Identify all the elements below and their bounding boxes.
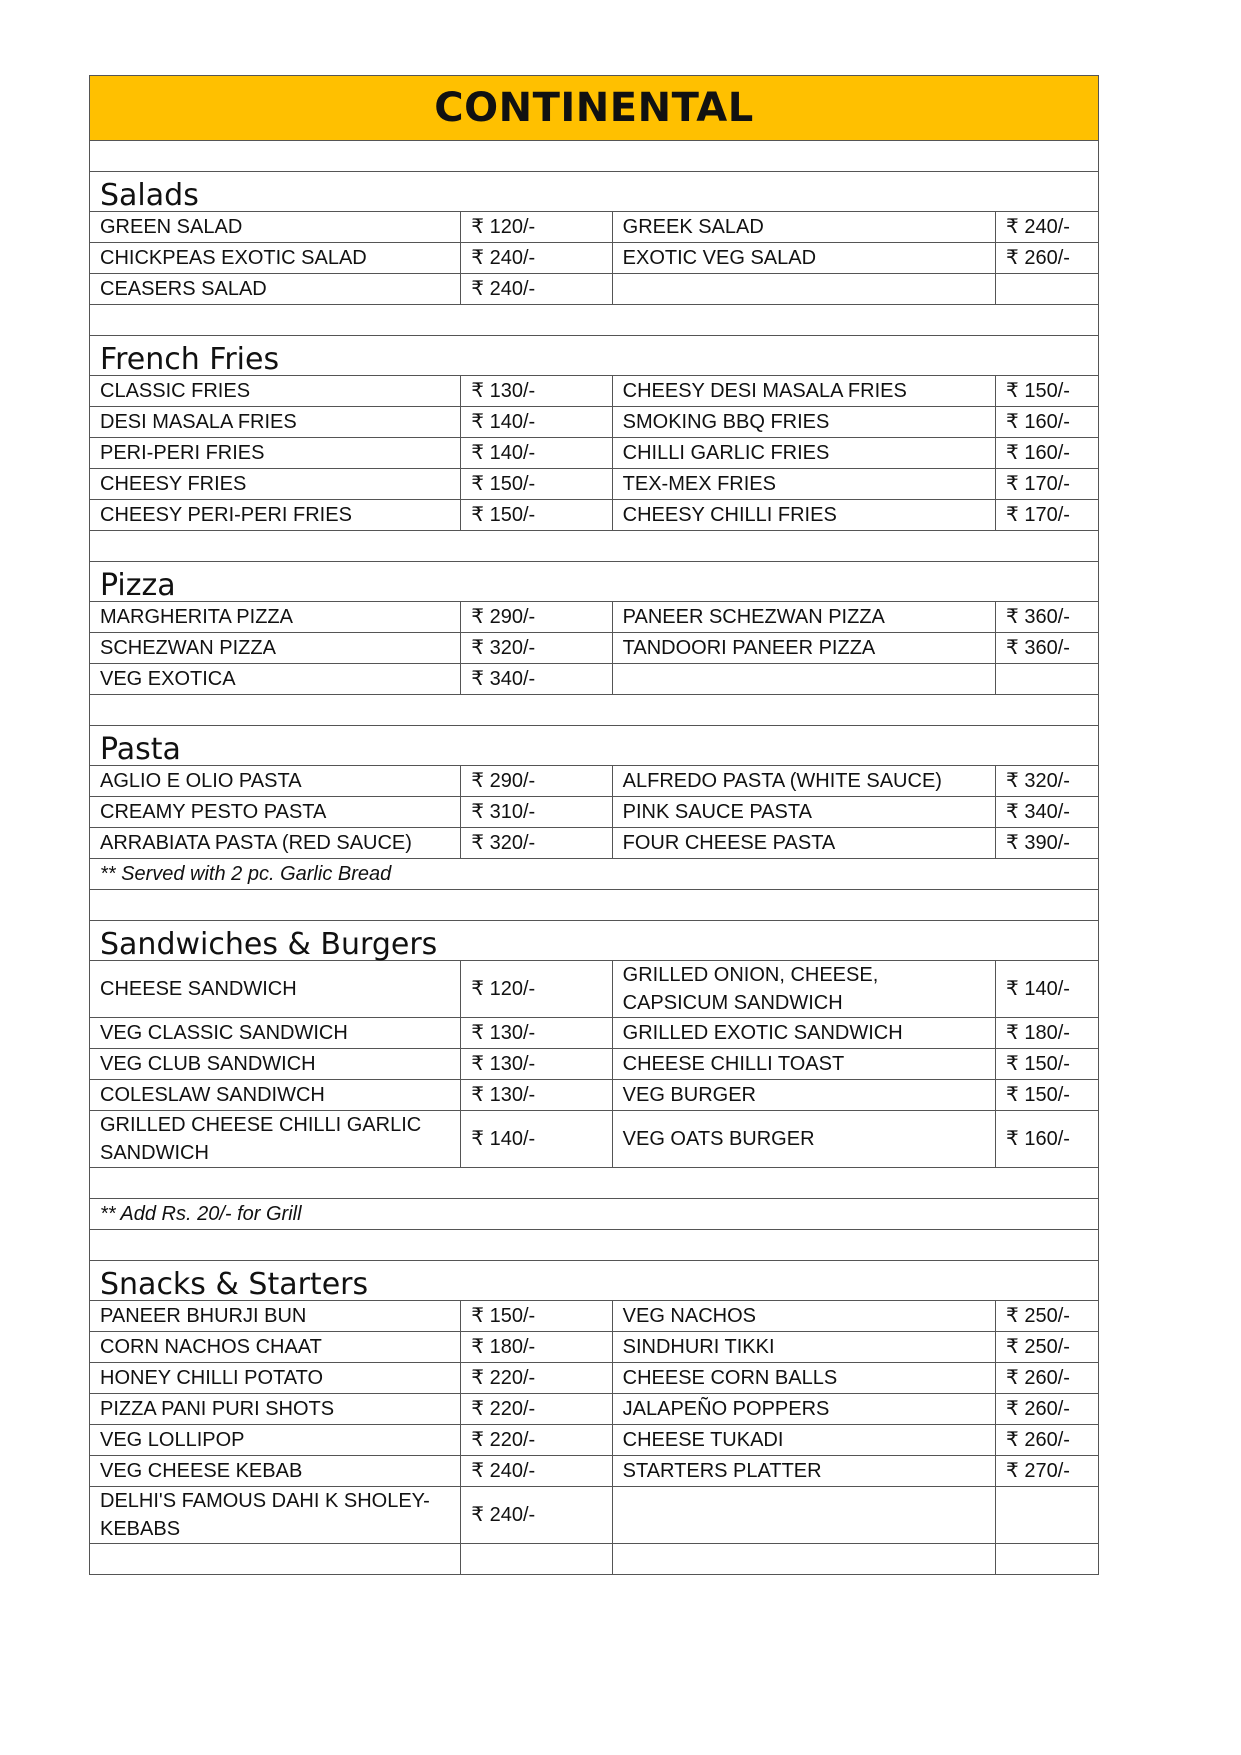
table-row bbox=[90, 1394, 1099, 1425]
item-price: ₹ 160/- bbox=[996, 438, 1099, 469]
item-name: CHEESY FRIES bbox=[90, 469, 461, 500]
item-price: ₹ 150/- bbox=[461, 500, 612, 531]
table-row bbox=[90, 664, 1099, 695]
table-row bbox=[90, 274, 1099, 305]
item-price: ₹ 260/- bbox=[996, 1363, 1099, 1394]
table-row bbox=[90, 1456, 1099, 1487]
item-name: CORN NACHOS CHAAT bbox=[90, 1332, 461, 1363]
section-heading-snacks-starters: Snacks & Starters bbox=[90, 1261, 1099, 1301]
item-price: ₹ 120/- bbox=[461, 212, 612, 243]
item-price: ₹ 180/- bbox=[461, 1332, 612, 1363]
item-name: VEG OATS BURGER bbox=[612, 1111, 995, 1168]
item-name: GREEK SALAD bbox=[612, 212, 995, 243]
item-name: PINK SAUCE PASTA bbox=[612, 797, 995, 828]
table-row bbox=[90, 1018, 1099, 1049]
item-name: VEG EXOTICA bbox=[90, 664, 461, 695]
spacer-cell bbox=[90, 1168, 1099, 1199]
note-row bbox=[90, 1199, 1099, 1230]
table-row bbox=[90, 1487, 1099, 1544]
item-price: ₹ 240/- bbox=[461, 1456, 612, 1487]
item-price: ₹ 220/- bbox=[461, 1363, 612, 1394]
item-name: TANDOORI PANEER PIZZA bbox=[612, 633, 995, 664]
item-name: SCHEZWAN PIZZA bbox=[90, 633, 461, 664]
table-row bbox=[90, 1111, 1099, 1168]
item-price: ₹ 240/- bbox=[461, 243, 612, 274]
item-name: PERI-PERI FRIES bbox=[90, 438, 461, 469]
item-price: ₹ 360/- bbox=[996, 602, 1099, 633]
item-name: EXOTIC VEG SALAD bbox=[612, 243, 995, 274]
table-row bbox=[90, 438, 1099, 469]
item-price: ₹ 140/- bbox=[461, 407, 612, 438]
spacer-row bbox=[90, 1230, 1099, 1261]
item-name: DESI MASALA FRIES bbox=[90, 407, 461, 438]
spacer-row bbox=[90, 531, 1099, 562]
item-price: ₹ 140/- bbox=[461, 1111, 612, 1168]
item-price: ₹ 130/- bbox=[461, 376, 612, 407]
item-price: ₹ 240/- bbox=[461, 274, 612, 305]
item-name: VEG CHEESE KEBAB bbox=[90, 1456, 461, 1487]
item-name: VEG NACHOS bbox=[612, 1301, 995, 1332]
item-price: ₹ 340/- bbox=[996, 797, 1099, 828]
item-price: ₹ 130/- bbox=[461, 1080, 612, 1111]
item-price: ₹ 320/- bbox=[461, 633, 612, 664]
item-name: MARGHERITA PIZZA bbox=[90, 602, 461, 633]
item-name: CLASSIC FRIES bbox=[90, 376, 461, 407]
item-name: SMOKING BBQ FRIES bbox=[612, 407, 995, 438]
item-name bbox=[612, 1487, 995, 1544]
item-name: VEG BURGER bbox=[612, 1080, 995, 1111]
spacer-row bbox=[90, 1544, 1099, 1575]
item-name: GRILLED CHEESE CHILLI GARLIC SANDWICH bbox=[90, 1111, 461, 1168]
section-heading-salads: Salads bbox=[90, 172, 1099, 212]
item-price: ₹ 170/- bbox=[996, 469, 1099, 500]
item-name: JALAPEÑO POPPERS bbox=[612, 1394, 995, 1425]
spacer-row bbox=[90, 305, 1099, 336]
item-name: CHEESY DESI MASALA FRIES bbox=[612, 376, 995, 407]
item-name: CHEESE CHILLI TOAST bbox=[612, 1049, 995, 1080]
table-row bbox=[90, 633, 1099, 664]
section-note: ** Served with 2 pc. Garlic Bread bbox=[90, 859, 1099, 890]
item-price: ₹ 150/- bbox=[461, 469, 612, 500]
table-row bbox=[90, 500, 1099, 531]
item-price: ₹ 150/- bbox=[996, 1049, 1099, 1080]
section-heading-french-fries: French Fries bbox=[90, 336, 1099, 376]
item-price: ₹ 120/- bbox=[461, 961, 612, 1018]
item-name: HONEY CHILLI POTATO bbox=[90, 1363, 461, 1394]
item-price: ₹ 390/- bbox=[996, 828, 1099, 859]
table-row bbox=[90, 828, 1099, 859]
item-name: CHEESE TUKADI bbox=[612, 1425, 995, 1456]
item-name: PANEER BHURJI BUN bbox=[90, 1301, 461, 1332]
item-price: ₹ 240/- bbox=[461, 1487, 612, 1544]
item-name: CHEESY PERI-PERI FRIES bbox=[90, 500, 461, 531]
item-name: VEG CLUB SANDWICH bbox=[90, 1049, 461, 1080]
item-name: DELHI'S FAMOUS DAHI K SHOLEY-KEBABS bbox=[90, 1487, 461, 1544]
menu-title: CONTINENTAL bbox=[90, 76, 1099, 141]
item-name: CHEESE CORN BALLS bbox=[612, 1363, 995, 1394]
item-price: ₹ 290/- bbox=[461, 602, 612, 633]
item-name: VEG CLASSIC SANDWICH bbox=[90, 1018, 461, 1049]
table-row bbox=[90, 797, 1099, 828]
table-row bbox=[90, 1425, 1099, 1456]
menu-table bbox=[89, 75, 1099, 1575]
table-row bbox=[90, 602, 1099, 633]
note-row bbox=[90, 859, 1099, 890]
item-price: ₹ 160/- bbox=[996, 1111, 1099, 1168]
table-row bbox=[90, 1301, 1099, 1332]
table-row bbox=[90, 407, 1099, 438]
item-price bbox=[996, 664, 1099, 695]
table-row bbox=[90, 376, 1099, 407]
item-price: ₹ 130/- bbox=[461, 1049, 612, 1080]
item-price: ₹ 260/- bbox=[996, 1394, 1099, 1425]
item-price: ₹ 240/- bbox=[996, 212, 1099, 243]
item-price: ₹ 250/- bbox=[996, 1301, 1099, 1332]
item-name: STARTERS PLATTER bbox=[612, 1456, 995, 1487]
item-price: ₹ 140/- bbox=[461, 438, 612, 469]
item-price: ₹ 310/- bbox=[461, 797, 612, 828]
item-name: CREAMY PESTO PASTA bbox=[90, 797, 461, 828]
item-name: PANEER SCHEZWAN PIZZA bbox=[612, 602, 995, 633]
item-name bbox=[612, 664, 995, 695]
spacer-row bbox=[90, 141, 1099, 172]
item-name: CHEESE SANDWICH bbox=[90, 961, 461, 1018]
section-note: ** Add Rs. 20/- for Grill bbox=[90, 1199, 1099, 1230]
table-row bbox=[90, 961, 1099, 1018]
item-name: CHICKPEAS EXOTIC SALAD bbox=[90, 243, 461, 274]
table-row bbox=[90, 469, 1099, 500]
item-name bbox=[612, 274, 995, 305]
spacer-row bbox=[90, 1168, 1099, 1199]
table-row bbox=[90, 1332, 1099, 1363]
item-price: ₹ 180/- bbox=[996, 1018, 1099, 1049]
item-name: CEASERS SALAD bbox=[90, 274, 461, 305]
item-price: ₹ 220/- bbox=[461, 1425, 612, 1456]
item-price: ₹ 150/- bbox=[461, 1301, 612, 1332]
table-row bbox=[90, 1363, 1099, 1394]
item-name: AGLIO E OLIO PASTA bbox=[90, 766, 461, 797]
item-name: GREEN SALAD bbox=[90, 212, 461, 243]
item-price: ₹ 320/- bbox=[996, 766, 1099, 797]
item-price bbox=[996, 274, 1099, 305]
item-price: ₹ 320/- bbox=[461, 828, 612, 859]
item-name: SINDHURI TIKKI bbox=[612, 1332, 995, 1363]
table-row bbox=[90, 243, 1099, 274]
item-price: ₹ 260/- bbox=[996, 243, 1099, 274]
item-price: ₹ 130/- bbox=[461, 1018, 612, 1049]
item-price: ₹ 220/- bbox=[461, 1394, 612, 1425]
item-price: ₹ 150/- bbox=[996, 1080, 1099, 1111]
table-row bbox=[90, 1049, 1099, 1080]
item-price: ₹ 170/- bbox=[996, 500, 1099, 531]
table-row bbox=[90, 1080, 1099, 1111]
item-name: VEG LOLLIPOP bbox=[90, 1425, 461, 1456]
section-heading-pasta: Pasta bbox=[90, 726, 1099, 766]
item-price: ₹ 140/- bbox=[996, 961, 1099, 1018]
item-price: ₹ 160/- bbox=[996, 407, 1099, 438]
table-row bbox=[90, 212, 1099, 243]
spacer-row bbox=[90, 890, 1099, 921]
item-price: ₹ 250/- bbox=[996, 1332, 1099, 1363]
item-price: ₹ 150/- bbox=[996, 376, 1099, 407]
table-row bbox=[90, 766, 1099, 797]
item-name: GRILLED ONION, CHEESE, CAPSICUM SANDWICH bbox=[612, 961, 995, 1018]
item-price: ₹ 290/- bbox=[461, 766, 612, 797]
item-price bbox=[996, 1487, 1099, 1544]
section-heading-pizza: Pizza bbox=[90, 562, 1099, 602]
item-name: CHEESY CHILLI FRIES bbox=[612, 500, 995, 531]
section-heading-sandwiches-burgers: Sandwiches & Burgers bbox=[90, 921, 1099, 961]
item-name: COLESLAW SANDIWCH bbox=[90, 1080, 461, 1111]
item-name: ALFREDO PASTA (WHITE SAUCE) bbox=[612, 766, 995, 797]
item-name: PIZZA PANI PURI SHOTS bbox=[90, 1394, 461, 1425]
item-name: GRILLED EXOTIC SANDWICH bbox=[612, 1018, 995, 1049]
item-price: ₹ 340/- bbox=[461, 664, 612, 695]
item-name: FOUR CHEESE PASTA bbox=[612, 828, 995, 859]
spacer-row bbox=[90, 695, 1099, 726]
item-name: CHILLI GARLIC FRIES bbox=[612, 438, 995, 469]
item-price: ₹ 360/- bbox=[996, 633, 1099, 664]
item-name: ARRABIATA PASTA (RED SAUCE) bbox=[90, 828, 461, 859]
item-price: ₹ 260/- bbox=[996, 1425, 1099, 1456]
item-name: TEX-MEX FRIES bbox=[612, 469, 995, 500]
item-price: ₹ 270/- bbox=[996, 1456, 1099, 1487]
